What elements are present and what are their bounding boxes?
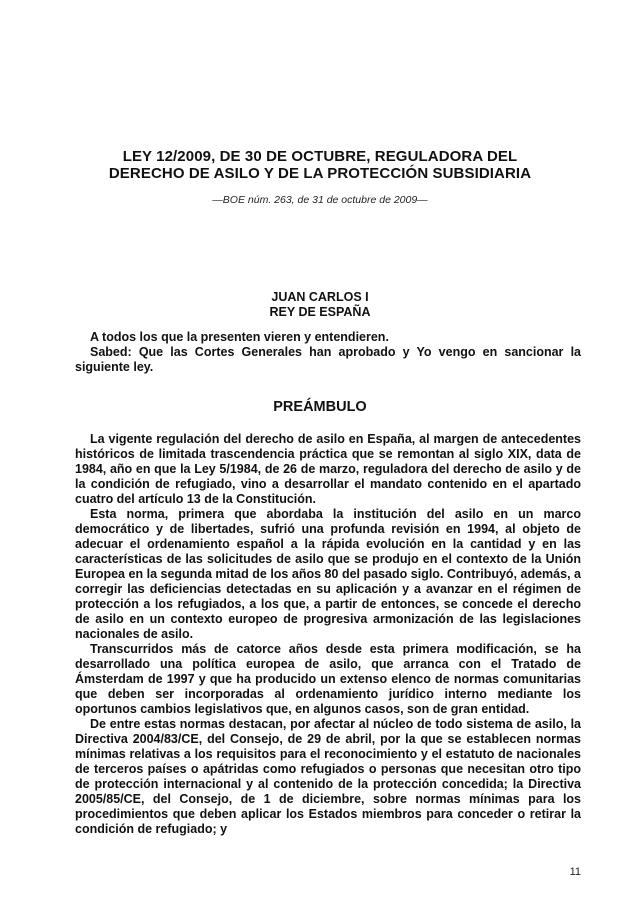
law-title bbox=[60, 148, 580, 182]
boe-reference: —BOE núm. 263, de 31 de octubre de 2009— bbox=[212, 194, 428, 206]
body-paragraph: Transcurridos más de catorce años desde esta primera modificación, se ha desarrollado una política europea de asilo, que arranca con el Tratado de Ámsterdam de 1997 y que ha producido un extenso elenco de normas comunitarias que deben ser incorporadas al ordenamiento jurídico interno mediante los oportunos cambios legislativos que, en algunos casos, son de gran entidad. bbox=[75, 642, 581, 716]
preamble-body bbox=[75, 432, 581, 837]
intro-paragraph: A todos los que la presenten vieren y entendieren. bbox=[90, 330, 389, 344]
monarch-title: REY DE ESPAÑA bbox=[269, 305, 371, 319]
monarch-name: JUAN CARLOS I bbox=[271, 290, 369, 304]
page-number: 11 bbox=[569, 866, 581, 878]
intro-text bbox=[75, 330, 581, 375]
body-paragraph: La vigente regulación del derecho de asilo en España, al margen de antecedentes históricos de limitada trascendencia práctica que se remontan al siglo XIX, data de 1984, año en que la Ley 5/1984, de 26 de marzo, reguladora del derecho de asilo y de la condición de refugiado, vino a desarrollar el mandato contenido en el apartado cuatro del artículo 13 de la Constitución. bbox=[75, 432, 581, 506]
monarch-block bbox=[60, 290, 580, 320]
section-heading: PREÁMBULO bbox=[273, 399, 367, 415]
law-title-line-2: DERECHO DE ASILO Y DE LA PROTECCIÓN SUBSIDIARIA bbox=[108, 165, 532, 182]
body-paragraph: Esta norma, primera que abordaba la institución del asilo en un marco democrático y de libertades, sufrió una profunda revisión en 1994, al objeto de adecuar el ordenamiento español a la rápida evolución en la cantidad y en las características de las solicitudes de asilo que se produjo en el contexto de la Unión Europea en la segunda mitad de los años 80 del pasado siglo. Contribuyó, además, a corregir las deficiencias detectadas en su aplicación y a avanzar en el régimen de protección a los refugiados, a los que, a partir de entonces, se concede el derecho de asilo en un contexto europeo de progresiva armonización de las legislaciones nacionales de asilo. bbox=[75, 507, 581, 641]
law-title-line-1: LEY 12/2009, DE 30 DE OCTUBRE, REGULADORA DEL bbox=[122, 148, 518, 165]
intro-paragraph: Sabed: Que las Cortes Generales han aprobado y Yo vengo en sancionar la siguiente ley. bbox=[75, 345, 581, 374]
body-paragraph: De entre estas normas destacan, por afectar al núcleo de todo sistema de asilo, la Directiva 2004/83/CE, del Consejo, de 29 de abril, por la que se establecen normas mínimas relativas a los requisitos para el reconocimiento y el estatuto de nacionales de terceros países o apátridas como refugiados o personas que necesitan otro tipo de protección internacional y al contenido de la protección concedida; la Directiva 2005/85/CE, del Consejo, de 1 de diciembre, sobre normas mínimas para los procedimientos que deben aplicar los Estados miembros para conceder o retirar la condición de refugiado; y bbox=[75, 717, 581, 836]
